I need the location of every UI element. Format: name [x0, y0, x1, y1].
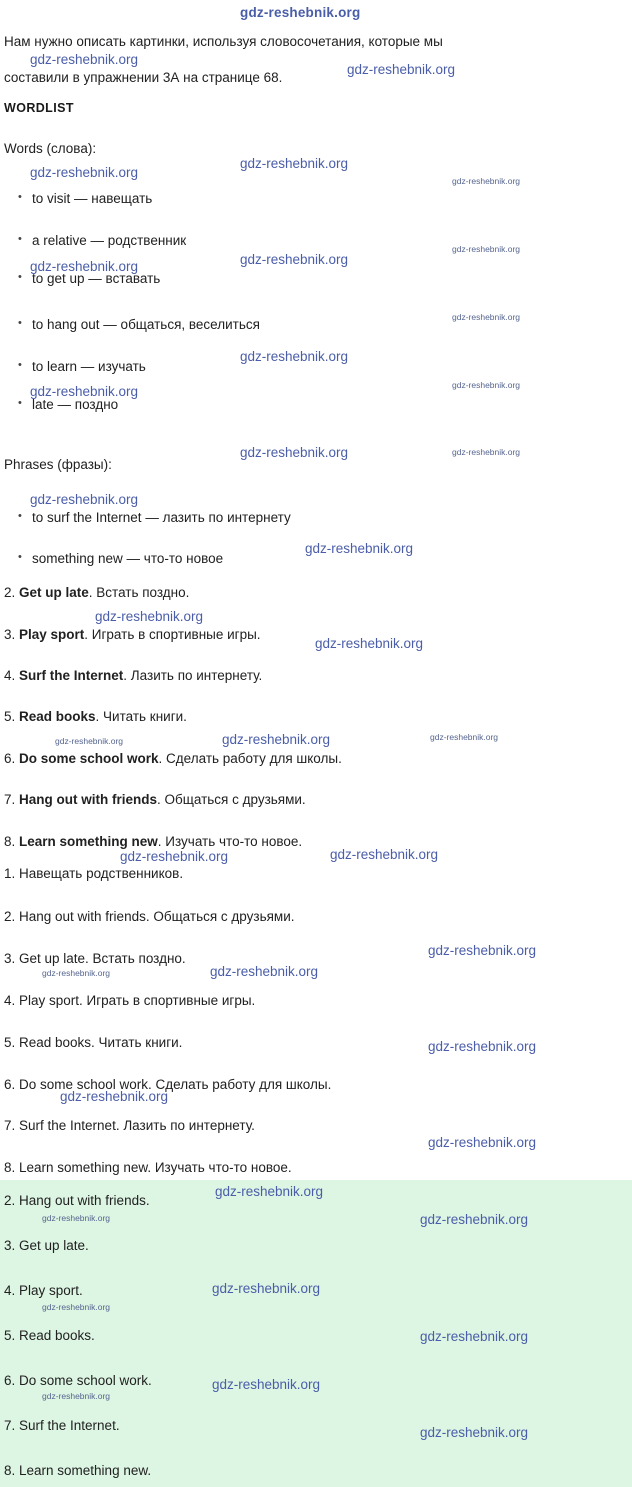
watermark-title: gdz-reshebnik.org [240, 5, 361, 20]
bold-list-item [4, 626, 261, 644]
watermark: gdz-reshebnik.org [30, 52, 139, 67]
watermark: gdz-reshebnik.org [240, 349, 349, 364]
item-bold: Do some school work [19, 751, 159, 766]
watermark: gdz-reshebnik.org [420, 1329, 529, 1344]
watermark: gdz-reshebnik.org [210, 964, 319, 979]
watermark: gdz-reshebnik.org [42, 1213, 111, 1223]
words-heading: Words (слова): [4, 141, 97, 156]
watermark: gdz-reshebnik.org [420, 1425, 529, 1440]
watermark: gdz-reshebnik.org [212, 1377, 321, 1392]
item-rest: . Сделать работу для школы. [158, 751, 342, 766]
watermark: gdz-reshebnik.org [240, 156, 349, 171]
watermark: gdz-reshebnik.org [452, 447, 521, 457]
item-rest: . Встать поздно. [88, 585, 190, 600]
wordlist-heading: WORDLIST [4, 101, 74, 115]
item-number: 5. [4, 709, 20, 724]
watermark: gdz-reshebnik.org [42, 968, 111, 978]
bold-list-item [4, 791, 306, 809]
word-item: • to learn — изучать [32, 359, 146, 374]
word-item: • to visit — навещать [32, 191, 152, 206]
item-number: 7. [4, 792, 20, 807]
plain-list-item: 7. Surf the Internet. Лазить по интернету. [4, 1118, 255, 1133]
word-item: • to get up — вставать [32, 271, 160, 286]
item-bold: Hang out with friends [19, 792, 158, 807]
item-number: 6. [4, 751, 20, 766]
word-item: • late — поздно [32, 397, 118, 412]
plain-list-item: 3. Get up late. Встать поздно. [4, 951, 186, 966]
plain-list-item: 4. Play sport. Играть в спортивные игры. [4, 993, 256, 1008]
item-bold: Play sport [19, 627, 85, 642]
watermark: gdz-reshebnik.org [215, 1184, 324, 1199]
watermark: gdz-reshebnik.org [452, 312, 521, 322]
item-rest: . Читать книги. [95, 709, 187, 724]
watermark: gdz-reshebnik.org [30, 259, 139, 274]
item-rest: . Играть в спортивные игры. [84, 627, 261, 642]
watermark: gdz-reshebnik.org [42, 1391, 111, 1401]
watermark: gdz-reshebnik.org [120, 849, 229, 864]
watermark: gdz-reshebnik.org [452, 244, 521, 254]
bold-list-item [4, 708, 187, 726]
watermark: gdz-reshebnik.org [430, 732, 499, 742]
intro-line-2: составили в упражнении 3А на странице 68. [4, 70, 283, 85]
plain-list-item: 2. Hang out with friends. Общаться с друзьями. [4, 909, 295, 924]
item-bold: Read books [19, 709, 96, 724]
phrases-heading: Phrases (фразы): [4, 457, 112, 472]
watermark: gdz-reshebnik.org [347, 62, 456, 77]
watermark: gdz-reshebnik.org [428, 1039, 537, 1054]
item-rest: . Общаться с друзьями. [157, 792, 306, 807]
watermark: gdz-reshebnik.org [240, 445, 349, 460]
watermark: gdz-reshebnik.org [30, 492, 139, 507]
answer-line: 5. Read books. [4, 1328, 95, 1343]
item-number: 8. [4, 834, 20, 849]
answer-line: 8. Learn something new. [4, 1463, 152, 1478]
watermark: gdz-reshebnik.org [60, 1089, 169, 1104]
plain-list-item: 1. Навещать родственников. [4, 866, 184, 881]
phrase-item: • something new — что-то новое [32, 551, 223, 566]
watermark: gdz-reshebnik.org [428, 943, 537, 958]
answer-line: 7. Surf the Internet. [4, 1418, 120, 1433]
watermark: gdz-reshebnik.org [240, 252, 349, 267]
watermark: gdz-reshebnik.org [30, 165, 139, 180]
watermark: gdz-reshebnik.org [55, 736, 124, 746]
bold-list-item [4, 584, 189, 602]
plain-list-item: 5. Read books. Читать книги. [4, 1035, 183, 1050]
answer-line: 4. Play sport. [4, 1283, 83, 1298]
answer-line: 2. Hang out with friends. [4, 1193, 150, 1208]
item-number: 3. [4, 627, 20, 642]
watermark: gdz-reshebnik.org [42, 1302, 111, 1312]
watermark: gdz-reshebnik.org [305, 541, 414, 556]
watermark: gdz-reshebnik.org [452, 176, 521, 186]
watermark: gdz-reshebnik.org [315, 636, 424, 651]
intro-line-1: Нам нужно описать картинки, используя словосочетания, которые мы [4, 34, 443, 49]
plain-list-item: 6. Do some school work. Сделать работу для школы. [4, 1077, 332, 1092]
bold-list-item [4, 833, 302, 851]
plain-list-item: 8. Learn something new. Изучать что-то новое. [4, 1160, 292, 1175]
item-number: 2. [4, 585, 20, 600]
word-item: • a relative — родственник [32, 233, 186, 248]
item-number: 4. [4, 668, 20, 683]
item-bold: Learn something new [19, 834, 158, 849]
answer-line: 6. Do some school work. [4, 1373, 152, 1388]
watermark: gdz-reshebnik.org [420, 1212, 529, 1227]
item-bold: Get up late [19, 585, 89, 600]
item-bold: Surf the Internet [19, 668, 124, 683]
watermark: gdz-reshebnik.org [428, 1135, 537, 1150]
watermark: gdz-reshebnik.org [222, 732, 331, 747]
watermark: gdz-reshebnik.org [30, 384, 139, 399]
word-item: • to hang out — общаться, веселиться [32, 317, 260, 332]
item-rest: . Лазить по интернету. [123, 668, 263, 683]
watermark: gdz-reshebnik.org [330, 847, 439, 862]
item-rest: . Изучать что-то новое. [157, 834, 303, 849]
bold-list-item [4, 750, 342, 768]
watermark: gdz-reshebnik.org [95, 609, 204, 624]
bold-list-item [4, 667, 262, 685]
answer-line: 3. Get up late. [4, 1238, 89, 1253]
watermark: gdz-reshebnik.org [212, 1281, 321, 1296]
phrase-item: • to surf the Internet — лазить по интернету [32, 510, 291, 525]
watermark: gdz-reshebnik.org [452, 380, 521, 390]
